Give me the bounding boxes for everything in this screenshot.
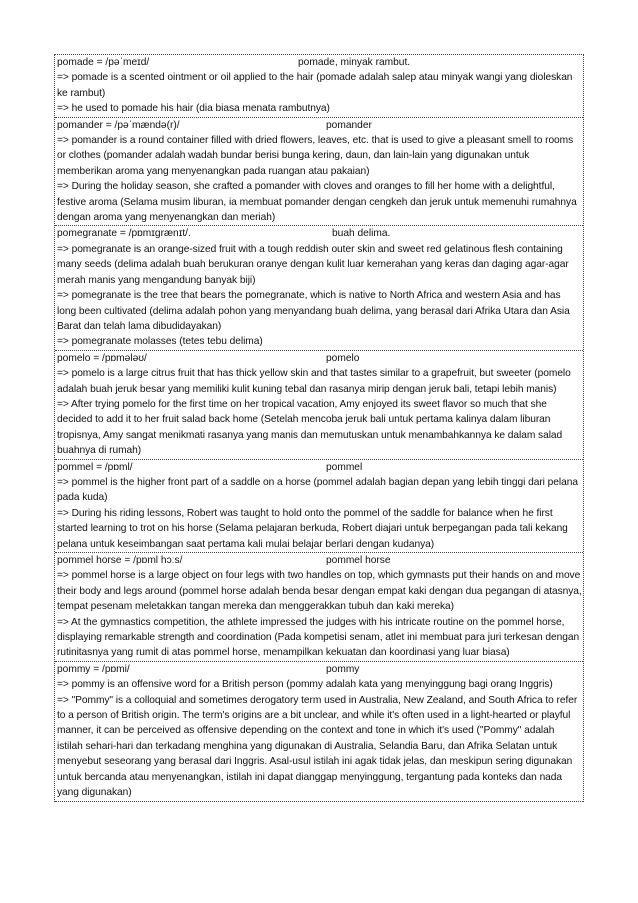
entry-header <box>57 226 582 241</box>
entry-definition: => pomegranate is an orange-sized fruit with a tough reddish outer skin and sweet red gelatinous flesh containing many seeds (delima adalah buah berukuran oranye dengan kulit luar kemerahan yang keras dan daging agar-agar merah manis yang mengandung banyak biji) <box>57 243 569 286</box>
entry-meaning: pommel <box>326 461 363 473</box>
entry-meaning: pomade, minyak rambut. <box>298 57 411 68</box>
entry-term: pommy = /pɒmi/ <box>57 663 130 675</box>
dictionary-entry <box>55 662 583 802</box>
entry-definition: => he used to pomade his hair (dia biasa menata rambutnya) <box>57 103 330 115</box>
entry-header <box>57 460 582 475</box>
dictionary-page <box>54 54 584 802</box>
entry-definition: => pommy is an offensive word for a British person (pommy adalah kata yang menyinggung bagi orang Inggris) <box>57 679 553 691</box>
entry-definition: => pommel is the higher front part of a saddle on a horse (pommel adalah bagian depan yang lebih tinggi dari pelana pada kuda) <box>57 476 578 504</box>
entry-term: pommel = /pɒml/ <box>57 461 133 473</box>
entry-term: pomelo = /pɒmələʊ/ <box>57 352 147 364</box>
entry-definition: => During his riding lessons, Robert was taught to hold onto the pommel of the saddle for balance when he first started learning to trot on his horse (Selama pelajaran berkuda, Robert diajari untuk berpegangan pada tali kekang pelana untuk keseimbangan saat pertama kali mulai belajar berlari dengan kudanya) <box>57 507 568 550</box>
entry-header <box>57 118 582 133</box>
entry-meaning: buah delima. <box>332 228 391 240</box>
entry-definition: => pomander is a round container filled with dried flowers, leaves, etc. that is used to give a pleasant smell to rooms or clothes (pomander adalah wadah bundar berisi bunga kering, daun, dan lain-lain yang digunakan untuk memberikan aroma yang menyenangkan pada ruangan atau pakaian) <box>57 135 574 177</box>
entry-meaning: pommel horse <box>326 555 391 566</box>
entry-definition: => pomelo is a large citrus fruit that has thick yellow skin and that tastes similar to a grapefruit, but sweeter (pomelo adalah buah jeruk besar yang memiliki kulit kuning tebal dan rasanya mirip dengan jeruk bali, tetapi lebih manis) <box>57 368 571 395</box>
dictionary-entry <box>55 55 583 118</box>
dictionary-entry <box>55 118 583 227</box>
entry-definition: => pomegranate is the tree that bears the pomegranate, which is native to North Africa and western Asia and has long been cultivated (delima adalah pohon yang menyandang buah delima, yang berasal dari Afrika Utara dan Asia Barat dan telah lama dibudidayakan) <box>57 290 570 332</box>
entry-header <box>57 662 582 677</box>
entry-definition: => During the holiday season, she crafted a pomander with cloves and oranges to fill her home with a delightful, festive aroma (Selama musim liburan, ia membuat pomander dengan cengkeh dan jeruk untuk memenuhi rumahnya dengan aroma yang menyenangkan dan meriah) <box>57 181 577 224</box>
entry-definition: => pommel horse is a large object on four legs with two handles on top, which gymnasts put their hands on and move their body and legs around (pommel horse adalah benda besar dengan empat kaki dengan dua pegangan di atasnya, tempat pesenam meletakkan tangan mereka dan menggerakkan tubuh dan kaki mereka) <box>57 570 582 613</box>
entry-header <box>57 351 582 366</box>
entry-term: pomegranate = /pɒmɪɡrænɪt/. <box>57 228 191 240</box>
entry-meaning: pomelo <box>326 352 360 364</box>
dictionary-entry <box>55 460 583 553</box>
dictionary-entry <box>55 226 583 350</box>
dictionary-entry <box>55 351 583 460</box>
entry-definition: => After trying pomelo for the first time on her tropical vacation, Amy enjoyed its sweet flavor so much that she decided to add it to her fruit salad back home (Setelah mencoba jeruk bali untuk pertama kalinya dalam liburan tropisnya, Amy sangat menikmati rasanya yang manis dan memutuskan untuk menambahkannya ke dalam salad buahnya di rumah) <box>57 398 563 457</box>
entry-definition: => pomegranate molasses (tetes tebu delima) <box>57 336 263 348</box>
entry-term: pomander = /pəˈmændə(r)/ <box>57 119 180 131</box>
entry-term: pommel horse = /pɒml hɔːs/ <box>57 555 183 566</box>
entry-header <box>57 55 582 70</box>
entry-definition: => At the gymnastics competition, the athlete impressed the judges with his intricate routine on the pommel horse, displaying remarkable strength and coordination (Pada kompetisi senam, atlet ini membuat para juri terkesan dengan rutinitasnya yang rumit di atas pommel horse, menampilkan kekuatan dan koordinasi yang luar biasa) <box>57 616 580 659</box>
entry-meaning: pommy <box>326 663 360 675</box>
entry-meaning: pomander <box>326 119 372 131</box>
entry-term: pomade = /pəˈmeɪd/ <box>57 57 150 68</box>
entry-header <box>57 553 582 568</box>
dictionary-entry <box>55 553 583 662</box>
entry-definition: => pomade is a scented ointment or oil applied to the hair (pomade adalah salep atau minyak wangi yang dioleskan ke rambut) <box>57 72 573 99</box>
entry-definition: => "Pommy" is a colloquial and sometimes derogatory term used in Australia, New Zealand, and South Africa to refer to a person of British origin. The term's origins are a bit unclear, and while it's often used in a light-hearted or playful manner, it can be perceived as offensive depending on the context and tone in which it's used ("Pommy" adalah istilah sehari-hari dan terkadang menghina yang digunakan di Australia, Selandia Baru, dan Afrika Selatan untuk menyebut seseorang yang berasal dari Inggris. Asal-usul istilah ini agak tidak jelas, dan meskipun sering digunakan untuk bercanda atau menyenangkan, istilah ini dapat dianggap menyinggung, tergantung pada konteks dan nada yang digunakan) <box>57 694 578 799</box>
